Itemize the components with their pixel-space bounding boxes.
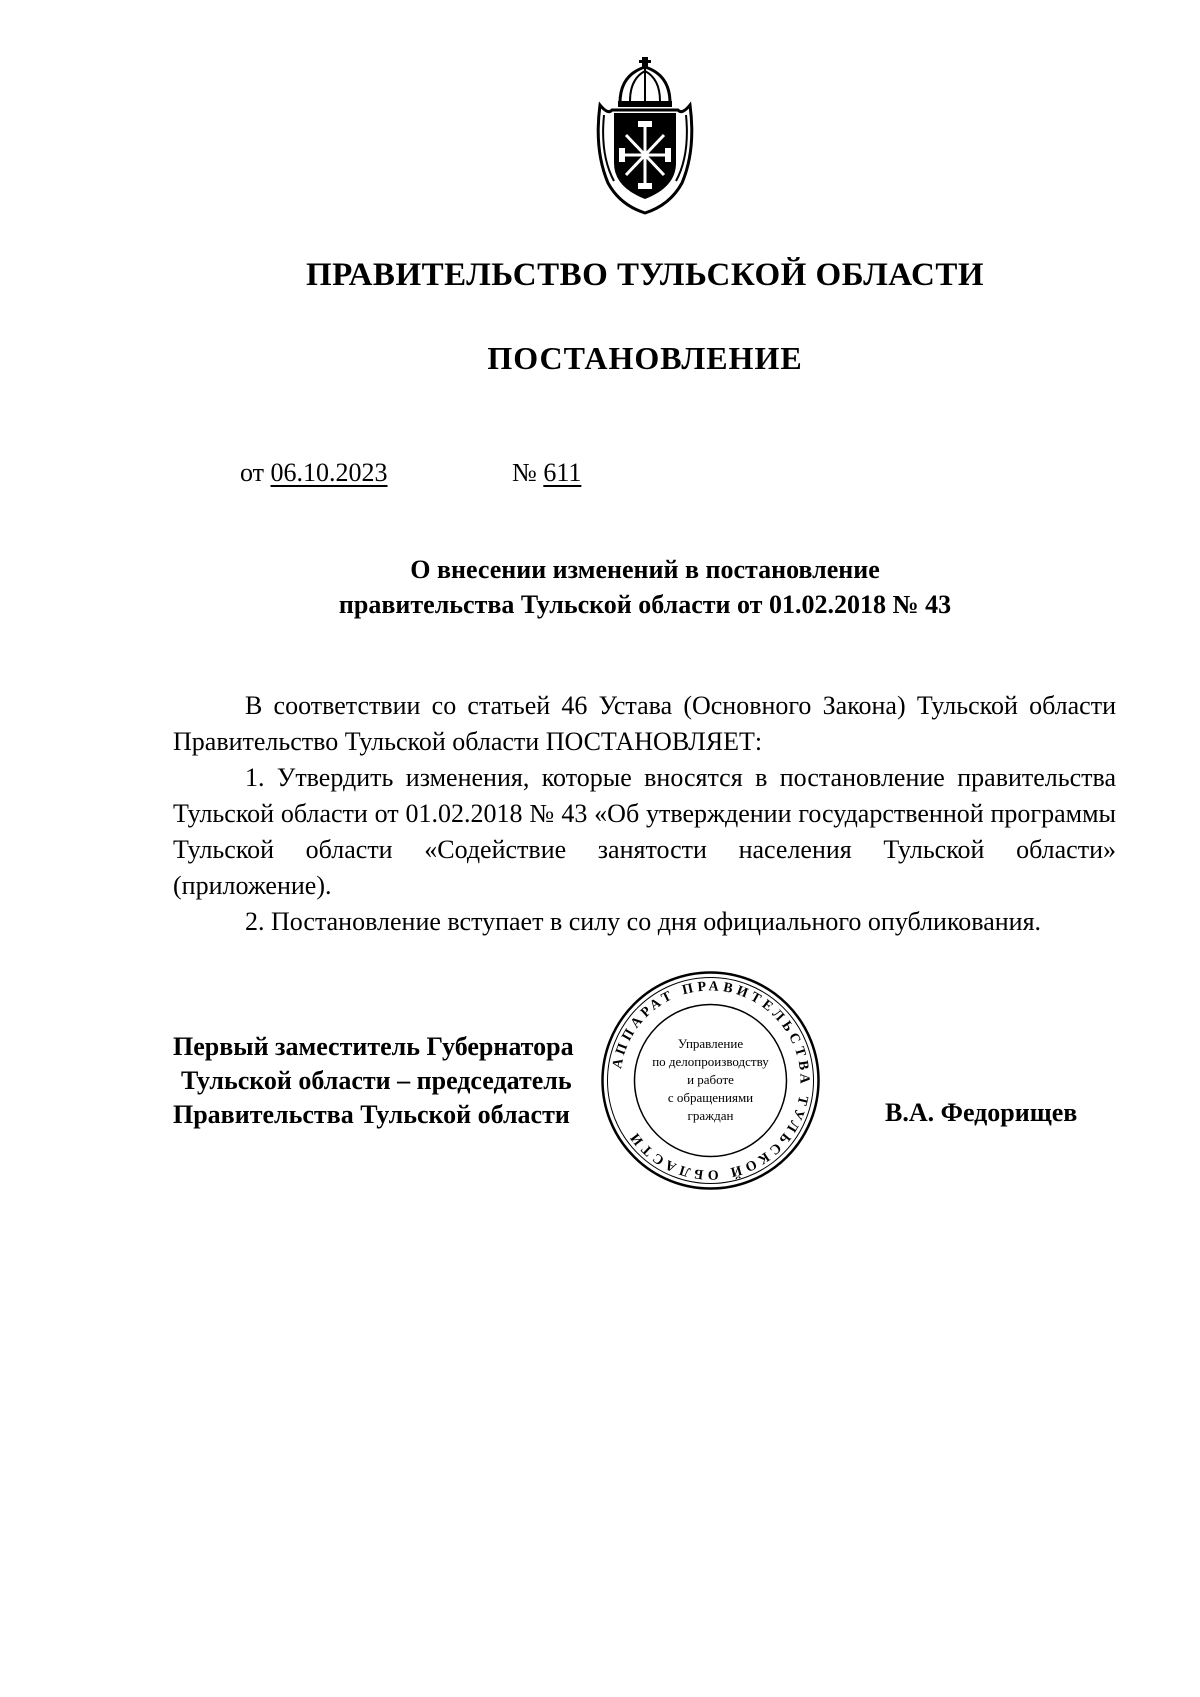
subject-line-2: правительства Тульской области от 01.02.2018 № 43	[338, 590, 952, 619]
number-prefix: №	[512, 458, 537, 487]
signer-position-line-2: Тульской области – председатель	[181, 1066, 572, 1095]
stamp-center-line-5: граждан	[687, 1108, 734, 1123]
stamp-center-line-4: с обращениями	[667, 1090, 754, 1105]
document-subject	[180, 552, 1110, 622]
signer-position-line-1: Первый заместитель Губернатора	[173, 1032, 574, 1061]
signer-name: В.А. Федорищев	[885, 1098, 1078, 1127]
document-date	[240, 458, 388, 488]
stamp-center-line-2: по делопроизводству	[652, 1054, 769, 1069]
stamp-center-line-1: Управление	[677, 1036, 744, 1051]
document-body	[173, 688, 1116, 940]
document-number	[512, 458, 581, 488]
number-value: 611	[543, 458, 582, 487]
signer-position-line-3: Правительства Тульской области	[173, 1100, 570, 1129]
item-1-paragraph: 1. Утвердить изменения, которые вносятся в постановление правительства Тульской области от 01.02.2018 № 43 «Об утверждении государственной программы Тульской области «Содействие занятости населения Тульской области» (приложение).	[173, 763, 1116, 900]
document-type: ПОСТАНОВЛЕНИЕ	[487, 340, 803, 376]
item-2-paragraph: 2. Постановление вступает в силу со дня официального опубликования.	[245, 907, 1042, 936]
intro-paragraph: В соответствии со статьей 46 Устава (Основного Закона) Тульской области Правительство Тульской области ПОСТАНОВЛЯЕТ:	[173, 691, 1116, 756]
date-value: 06.10.2023	[270, 458, 388, 487]
subject-line-1: О внесении изменений в постановление	[410, 555, 880, 584]
stamp-center-line-3: и работе	[687, 1072, 734, 1087]
coat-of-arms-icon	[590, 55, 700, 215]
official-stamp	[598, 968, 823, 1193]
signer-position	[173, 1030, 574, 1132]
date-prefix: от	[240, 458, 265, 487]
stamp-ring-text: АППАРАТ ПРАВИТЕЛЬСТВА ТУЛЬСКОЙ ОБЛАСТИ	[610, 979, 812, 1182]
government-name: ПРАВИТЕЛЬСТВО ТУЛЬСКОЙ ОБЛАСТИ	[306, 257, 984, 293]
